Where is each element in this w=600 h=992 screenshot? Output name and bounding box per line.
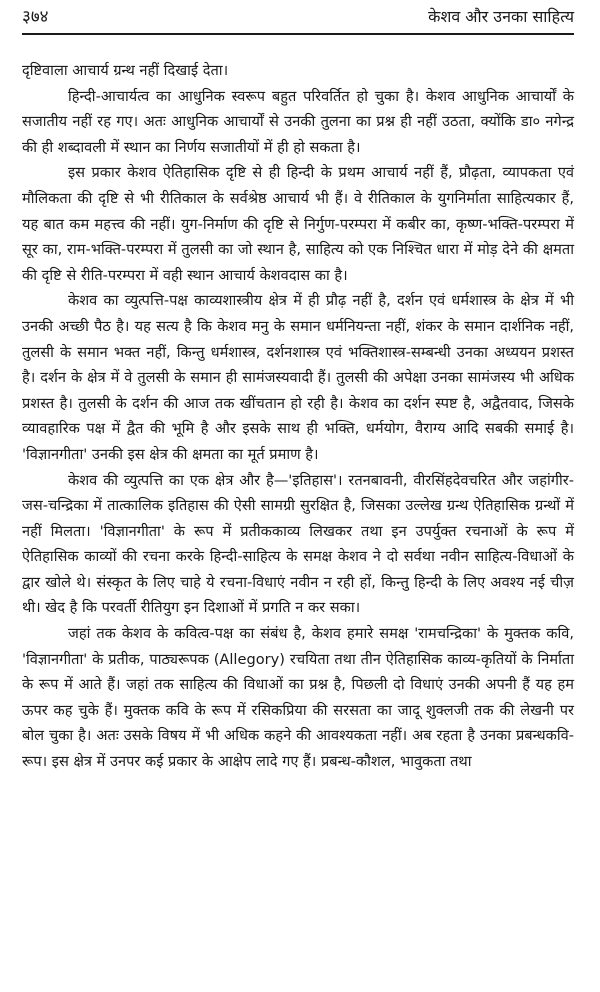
- paragraph-4: केशव का व्युत्पत्ति-पक्ष काव्यशास्त्रीय क्षेत्र में ही प्रौढ़ नहीं है, दर्शन एवं धर्मशास्त्र के क्षेत्र में भी उनकी अच्छी पैठ है। यह सत्य है कि केशव मनु के समान धर्मनियन्ता नहीं, शंकर के समान दार्शनिक नहीं, तुलसी के समान भक्त नहीं, किन्तु धर्मशास्त्र, दर्शनशास्त्र एवं भक्तिशास्त्र-सम्बन्धी उनका अध्ययन प्रशस्त है। दर्शन के क्षेत्र में वे तुलसी के समान ही सामंजस्यवादी हैं। तुलसी की अपेक्षा उनका सामंजस्य भी अधिक प्रशस्त है। तुलसी के दर्शन की आज तक खींचतान हो रही है। केशव का दर्शन स्पष्ट है, अद्वैतवाद, जिसके व्यावहारिक पक्ष में द्वैत की भूमि है और इसके साथ ही भक्ति, धर्मयोग, वैराग्य आदि सबकी समाई है। 'विज्ञानगीता' उनकी इस क्षेत्र की क्षमता का मूर्त प्रमाण है।: [22, 292, 574, 463]
- paragraph-2: हिन्दी-आचार्यत्व का आधुनिक स्वरूप बहुत परिवर्तित हो चुका है। केशव आधुनिक आचार्यों के सजातीय नहीं रह गए। अतः आधुनिक आचार्यों से उनकी तुलना का प्रश्न ही नहीं उठता, क्योंकि डा० नगेन्द्र की ही शब्दावली में स्थान का निर्णय सजातीयों में ही हो सकता है।: [22, 87, 574, 156]
- page-number: ३७४: [22, 7, 49, 27]
- paragraph-3: इस प्रकार केशव ऐतिहासिक दृष्टि से ही हिन्दी के प्रथम आचार्य नहीं हैं, प्रौढ़ता, व्यापकता एवं मौलिकता की दृष्टि से भी रीतिकाल के सर्वश्रेष्ठ आचार्य भी हैं। वे रीतिकाल के युगनिर्माता साहित्यकार हैं, यह बात कम महत्त्व की नहीं। युग-निर्माण की दृष्टि से निर्गुण-परम्परा में कबीर का, कृष्ण-भक्ति-परम्परा में सूर का, राम-भक्ति-परम्परा में तुलसी का जो स्थान है, साहित्य को एक निश्चित धारा में मोड़ देने की क्षमता की दृष्टि से रीति-परम्परा में वही स्थान आचार्य केशवदास का है।: [22, 164, 574, 284]
- paragraph-5: केशव की व्युत्पत्ति का एक क्षेत्र और है—'इतिहास'। रतनबावनी, वीरसिंहदेवचरित और जहांगीर-जस-चन्द्रिका में तात्कालिक इतिहास की ऐसी सामग्री सुरक्षित है, जिसका उल्लेख ग्रन्थ ऐतिहासिक ग्रन्थों में नहीं मिलता। 'विज्ञानगीता' के रूप में प्रतीककाव्य लिखकर तथा इन उपर्युक्त रचनाओं के रूप में ऐतिहासिक काव्यों की रचना करके हिन्दी-साहित्य के समक्ष केशव ने दो सर्वथा नवीन साहित्य-विधाओं के द्वार खोले थे। संस्कृत के लिए चाहे ये रचना-विधाएं नवीन न रही हों, किन्तु हिन्दी के लिए अवश्य नई चीज़ थी। खेद है कि परवर्ती रीतियुग इन दिशाओं में प्रगति न कर सका।: [22, 471, 574, 617]
- paragraph-6: जहां तक केशव के कवित्व-पक्ष का संबंध है, केशव हमारे समक्ष 'रामचन्द्रिका' के मुक्तक कवि, 'विज्ञानगीता' के प्रतीक, पाठ्यरूपक (Allegory) रचयिता तथा तीन ऐतिहासिक काव्य-कृतियों के निर्माता के रूप में आते हैं। जहां तक साहित्य की विधाओं का प्रश्न है, पिछली दो विधाएं उनकी अपनी हैं यह हम ऊपर कह चुके हैं। मुक्तक कवि के रूप में रसिकप्रिया की सरसता का जादू शुक्लजी तक की लेखनी पर बोल चुका है। अतः उसके विषय में भी अधिक कहने की आवश्यकता नहीं। अब रहता है उनका प्रबन्धकवि-रूप। इस क्षेत्र में उनपर कई प्रकार के आक्षेप लादे गए हैं। प्रबन्ध-कौशल, भावुकता तथा: [22, 625, 574, 771]
- running-title: केशव और उनका साहित्य: [428, 7, 574, 26]
- page-header: [22, 0, 574, 30]
- paragraph-1: दृष्टिवाला आचार्य ग्रन्थ नहीं दिखाई देता।: [22, 62, 229, 79]
- header-rule: [22, 33, 574, 35]
- body-text: [22, 58, 574, 775]
